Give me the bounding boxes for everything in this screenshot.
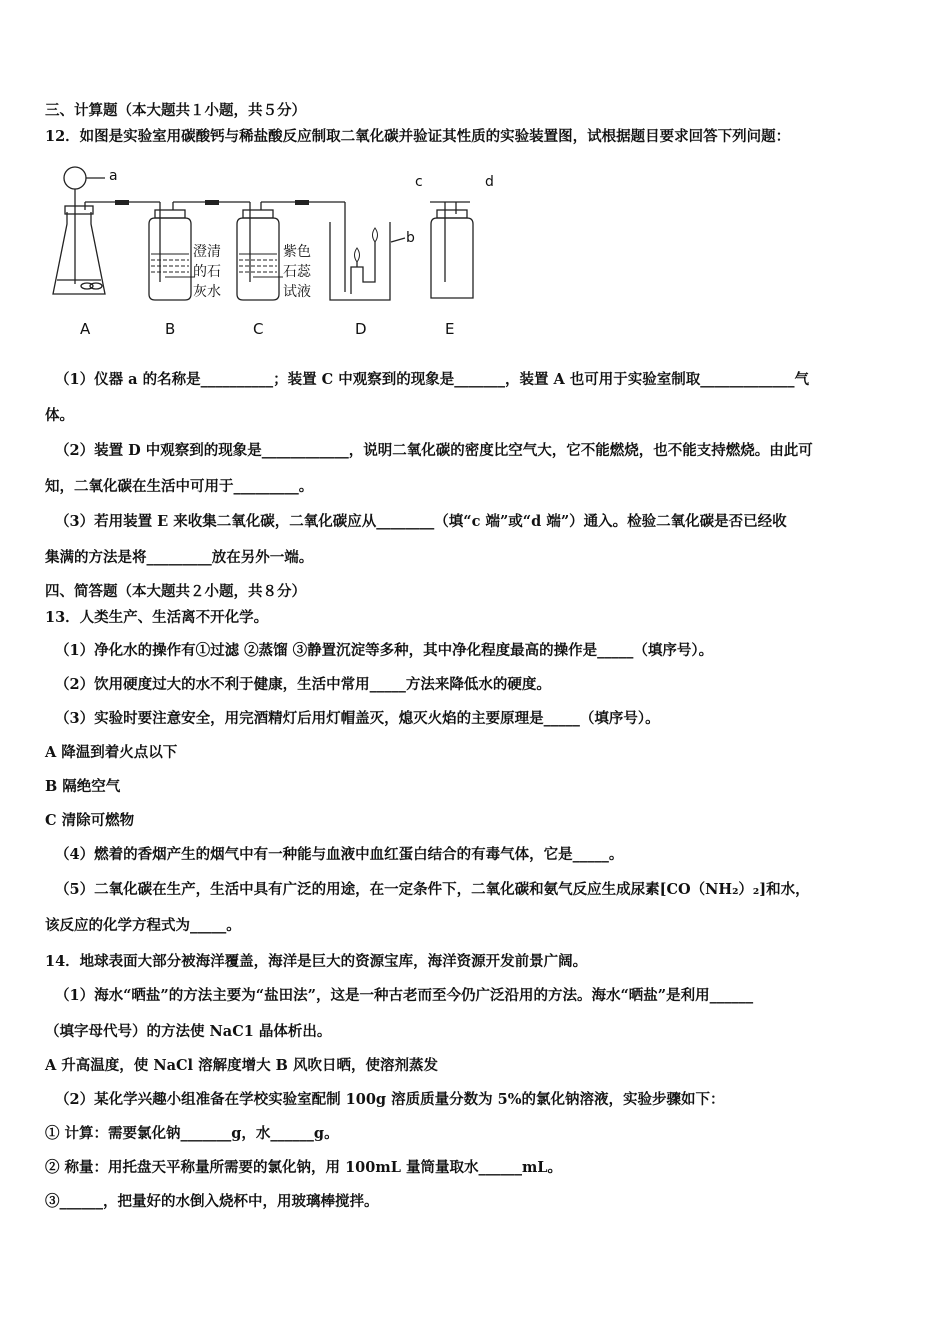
q14-step2: ② 称量：用托盘天平称量所需要的氯化钠，用 100mL 量筒量取水______mL。 [45, 1159, 562, 1176]
q14-part2: （2）某化学兴趣小组准备在学校实验室配制 100g 溶质质量分数为 5%的氯化钠溶液，实验步骤如下： [55, 1091, 725, 1108]
q14-part1-options: A 升高温度，使 NaCl 溶解度增大 B 风吹日晒，使溶剂蒸发 [45, 1057, 438, 1074]
apparatus-label-c: C [253, 320, 264, 338]
label-d: d [485, 174, 494, 190]
question-12-stem: 12．如图是实验室用碳酸钙与稀盐酸反应制取二氧化碳并验证其性质的实验装置图，试根据题目要求回答下列问题： [45, 128, 791, 145]
bottle-c-text-line: 紫色 [283, 244, 311, 260]
q13-part4: （4）燃着的香烟产生的烟气中有一种能与血液中血红蛋白结合的有毒气体，它是_____。 [55, 846, 624, 863]
q12-part3-line2: 集满的方法是将_________放在另外一端。 [45, 549, 314, 566]
label-a: a [109, 168, 118, 184]
q12-part3-line1: （3）若用装置 E 来收集二氧化碳，二氧化碳应从________（填“c 端”或“d 端”）通入。检验二氧化碳是否已经收 [55, 513, 787, 530]
q12-part1-line2: 体。 [45, 407, 74, 424]
q14-step1: ① 计算：需要氯化钠_______g，水______g。 [45, 1125, 339, 1142]
bottle-c-text-line: 试液 [283, 284, 311, 300]
q14-step3: ③______，把量好的水倒入烧杯中，用玻璃棒搅拌。 [45, 1193, 379, 1210]
bottle-c-text-line: 石蕊 [283, 264, 311, 280]
bottle-c-label [283, 242, 311, 302]
q13-option-a: A 降温到着火点以下 [45, 744, 178, 761]
apparatus-label-d: D [355, 320, 367, 338]
q13-part2: （2）饮用硬度过大的水不利于健康，生活中常用_____方法来降低水的硬度。 [55, 676, 551, 693]
section-4-header: 四、简答题（本大题共２小题，共８分） [45, 583, 306, 600]
q13-part3: （3）实验时要注意安全，用完酒精灯后用灯帽盖灭，熄灭火焰的主要原理是_____（填序号）。 [55, 710, 660, 727]
question-14-stem: 14．地球表面大部分被海洋覆盖，海洋是巨大的资源宝库，海洋资源开发前景广阔。 [45, 953, 588, 970]
question-13-stem: 13．人类生产、生活离不开化学。 [45, 609, 269, 626]
label-c: c [415, 174, 423, 190]
q12-part1-line1: （1）仪器 a 的名称是__________；装置 C 中观察到的现象是_______，装置 A 也可用于实验室制取_____________气 [55, 371, 810, 388]
bottle-b-text-line: 的石 [193, 264, 221, 280]
apparatus-label-e: E [445, 320, 455, 338]
label-b: b [406, 230, 415, 246]
q13-option-c: C 清除可燃物 [45, 812, 135, 829]
q12-part2-line1: （2）装置 D 中观察到的现象是____________，说明二氧化碳的密度比空气大，它不能燃烧，也不能支持燃烧。由此可 [55, 442, 813, 459]
apparatus-label-a: A [80, 320, 91, 338]
q13-part5-line2: 该反应的化学方程式为_____。 [45, 917, 241, 934]
q13-part5-line1: （5）二氧化碳在生产，生活中具有广泛的用途，在一定条件下，二氧化碳和氨气反应生成尿素[CO（NH₂）₂]和水， [55, 881, 810, 898]
apparatus-drawing [45, 162, 515, 342]
bottle-b-label [193, 242, 221, 302]
q12-part2-line2: 知，二氧化碳在生活中可用于_________。 [45, 478, 314, 495]
q13-option-b: B 隔绝空气 [45, 778, 121, 795]
apparatus-diagram [45, 162, 515, 342]
bottle-b-text-line: 灰水 [193, 284, 221, 300]
q14-part1-line1: （1）海水“晒盐”的方法主要为“盐田法”，这是一种古老而至今仍广泛沿用的方法。海水“晒盐”是利用______ [55, 987, 754, 1004]
q14-part1-line2: （填字母代号）的方法使 NaC1 晶体析出。 [45, 1023, 332, 1040]
section-3-header: 三、计算题（本大题共１小题，共５分） [45, 102, 306, 119]
bottle-b-text-line: 澄清 [193, 244, 221, 260]
apparatus-label-b: B [165, 320, 176, 338]
q13-part1: （1）净化水的操作有①过滤 ②蒸馏 ③静置沉淀等多种，其中净化程度最高的操作是_____（填序号）。 [55, 642, 714, 659]
